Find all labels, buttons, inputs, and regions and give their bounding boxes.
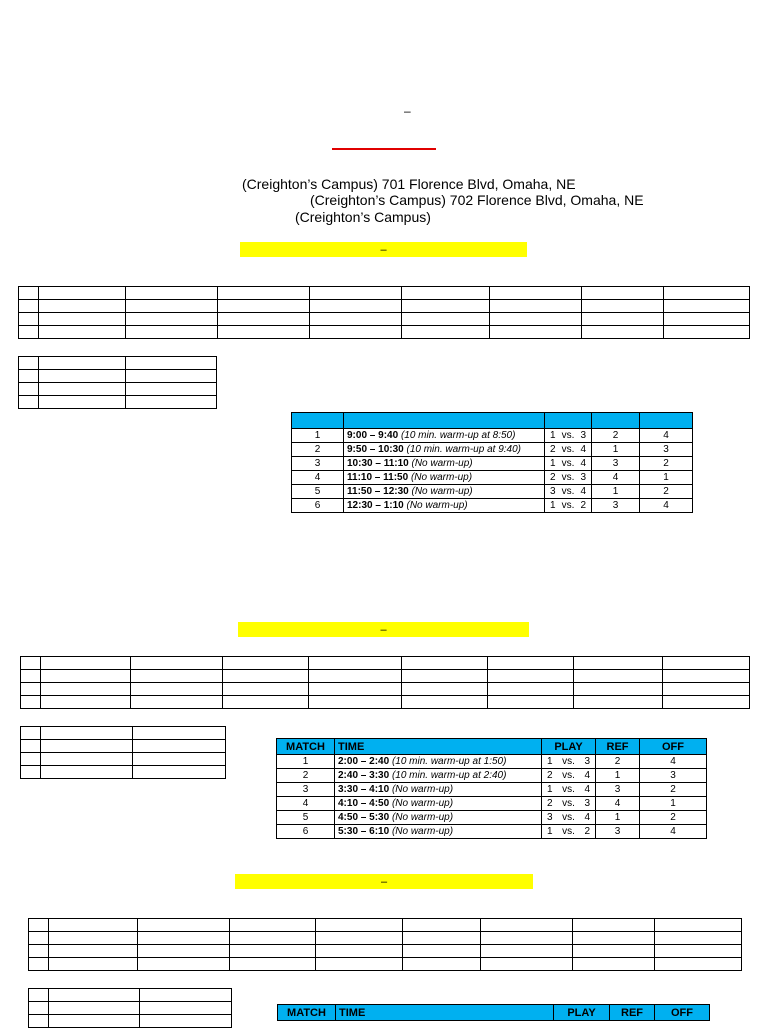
section-3-banner: –	[235, 874, 533, 889]
table-row	[292, 429, 693, 443]
match-ref: 1	[596, 769, 640, 783]
match-time: 3:30 – 4:10 (No warm-up)	[335, 783, 542, 797]
section-2-schedule-table	[276, 738, 707, 839]
section-3-standings-grid	[28, 918, 742, 971]
match-time: 4:10 – 4:50 (No warm-up)	[335, 797, 542, 811]
address-line-3: (Creighton’s Campus)	[295, 209, 431, 225]
match-number: 6	[277, 825, 335, 839]
section-3-small-grid	[28, 988, 232, 1028]
match-time: 9:00 – 9:40 (10 min. warm-up at 8:50)	[344, 429, 545, 443]
section-2-banner: –	[238, 622, 529, 637]
match-ref: 2	[592, 429, 640, 443]
match-off: 4	[640, 825, 707, 839]
table-row	[292, 457, 693, 471]
match-number: 4	[277, 797, 335, 811]
section-1-banner: –	[240, 242, 527, 257]
table-row	[277, 797, 707, 811]
match-ref: 1	[592, 443, 640, 457]
header-match: MATCH	[277, 739, 335, 755]
match-off: 1	[640, 797, 707, 811]
match-off: 2	[640, 783, 707, 797]
schedule-header-row	[292, 413, 693, 429]
match-number: 2	[277, 769, 335, 783]
section-1-standings-grid	[18, 286, 750, 339]
header-ref: REF	[596, 739, 640, 755]
header-ref	[592, 413, 640, 429]
red-underline	[332, 148, 436, 150]
match-off: 4	[640, 429, 693, 443]
header-play	[545, 413, 592, 429]
match-time: 10:30 – 11:10 (No warm-up)	[344, 457, 545, 471]
section-1-small-grid	[18, 356, 217, 409]
match-off: 3	[640, 443, 693, 457]
header-time: TIME	[336, 1005, 554, 1021]
table-row	[292, 471, 693, 485]
match-time: 9:50 – 10:30 (10 min. warm-up at 9:40)	[344, 443, 545, 457]
table-row	[277, 769, 707, 783]
match-time: 11:50 – 12:30 (No warm-up)	[344, 485, 545, 499]
match-play: 1 vs. 4	[542, 783, 596, 797]
match-time: 2:40 – 3:30 (10 min. warm-up at 2:40)	[335, 769, 542, 783]
match-off: 2	[640, 485, 693, 499]
address-line-1: (Creighton’s Campus) 701 Florence Blvd, Omaha, NE	[242, 176, 576, 192]
header-time	[344, 413, 545, 429]
match-ref: 2	[596, 755, 640, 769]
match-time: 12:30 – 1:10 (No warm-up)	[344, 499, 545, 513]
header-match: MATCH	[278, 1005, 336, 1021]
match-off: 4	[640, 499, 693, 513]
schedule-header-row	[278, 1005, 710, 1021]
header-dash: –	[404, 104, 411, 118]
match-ref: 3	[592, 457, 640, 471]
match-off: 4	[640, 755, 707, 769]
header-off: OFF	[655, 1005, 710, 1021]
schedule-header-row	[277, 739, 707, 755]
match-off: 2	[640, 811, 707, 825]
address-line-2: (Creighton’s Campus) 702 Florence Blvd, Omaha, NE	[310, 192, 644, 208]
match-number: 5	[292, 485, 344, 499]
match-ref: 3	[592, 499, 640, 513]
table-row	[277, 755, 707, 769]
header-off	[640, 413, 693, 429]
match-ref: 3	[596, 783, 640, 797]
header-play: PLAY	[554, 1005, 610, 1021]
table-row	[277, 825, 707, 839]
match-number: 1	[277, 755, 335, 769]
match-number: 6	[292, 499, 344, 513]
match-play: 2 vs. 3	[545, 471, 592, 485]
match-time: 2:00 – 2:40 (10 min. warm-up at 1:50)	[335, 755, 542, 769]
match-time: 5:30 – 6:10 (No warm-up)	[335, 825, 542, 839]
table-row	[277, 783, 707, 797]
match-play: 2 vs. 3	[542, 797, 596, 811]
match-time: 11:10 – 11:50 (No warm-up)	[344, 471, 545, 485]
match-number: 5	[277, 811, 335, 825]
match-play: 1 vs. 3	[542, 755, 596, 769]
match-number: 2	[292, 443, 344, 457]
match-play: 1 vs. 2	[542, 825, 596, 839]
match-ref: 1	[596, 811, 640, 825]
match-play: 3 vs. 4	[545, 485, 592, 499]
header-ref: REF	[610, 1005, 655, 1021]
match-number: 3	[292, 457, 344, 471]
match-play: 1 vs. 3	[545, 429, 592, 443]
section-3-schedule-table	[277, 1004, 710, 1021]
header-time: TIME	[335, 739, 542, 755]
header-match	[292, 413, 344, 429]
match-ref: 3	[596, 825, 640, 839]
match-number: 4	[292, 471, 344, 485]
match-off: 1	[640, 471, 693, 485]
header-off: OFF	[640, 739, 707, 755]
header-play: PLAY	[542, 739, 596, 755]
match-play: 2 vs. 4	[545, 443, 592, 457]
table-row	[292, 485, 693, 499]
match-off: 2	[640, 457, 693, 471]
match-play: 1 vs. 2	[545, 499, 592, 513]
match-ref: 4	[596, 797, 640, 811]
match-time: 4:50 – 5:30 (No warm-up)	[335, 811, 542, 825]
match-play: 1 vs. 4	[545, 457, 592, 471]
section-2-standings-grid	[20, 656, 750, 709]
match-number: 1	[292, 429, 344, 443]
match-play: 2 vs. 4	[542, 769, 596, 783]
match-ref: 4	[592, 471, 640, 485]
section-2-small-grid	[20, 726, 226, 779]
section-1-schedule-table	[291, 412, 693, 513]
match-play: 3 vs. 4	[542, 811, 596, 825]
table-row	[292, 443, 693, 457]
match-ref: 1	[592, 485, 640, 499]
match-number: 3	[277, 783, 335, 797]
table-row	[277, 811, 707, 825]
table-row	[292, 499, 693, 513]
match-off: 3	[640, 769, 707, 783]
